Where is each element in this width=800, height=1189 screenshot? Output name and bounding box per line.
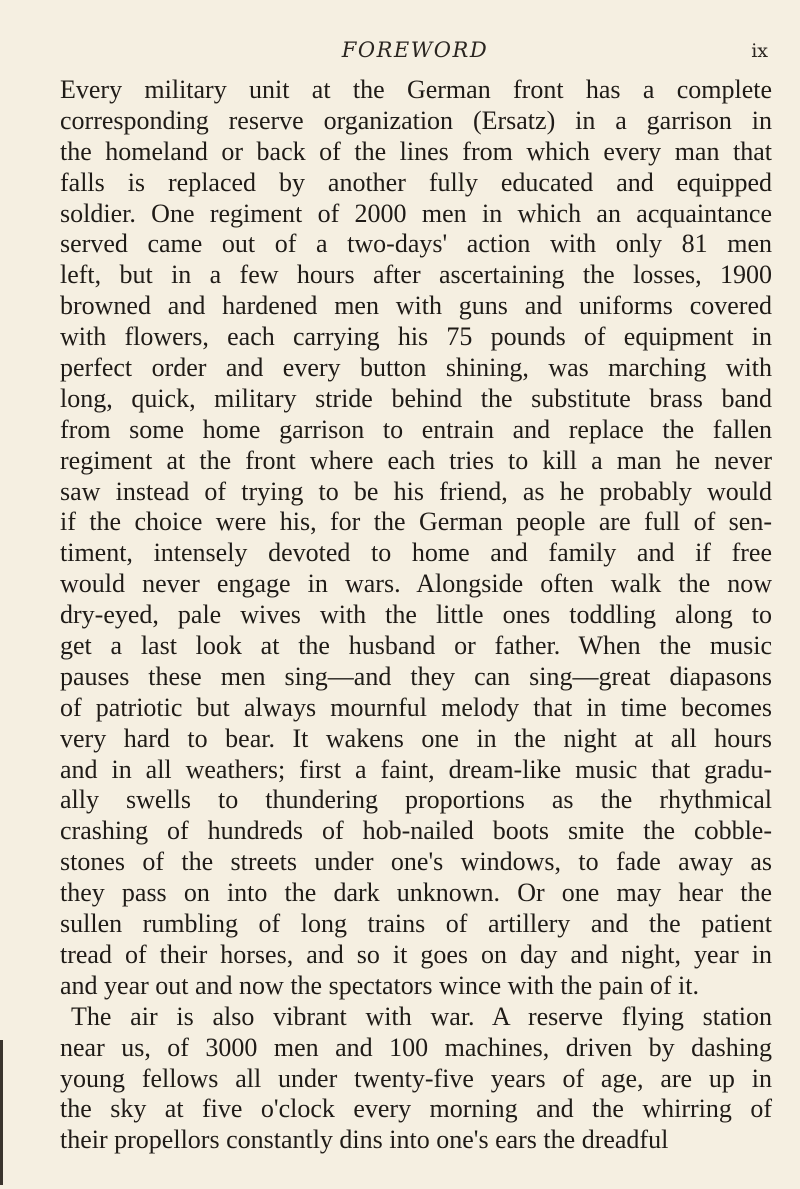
text-line: if the choice were his, for the German people are full of sen- (60, 507, 772, 537)
text-line: stones of the streets under one's windows, to fade away as (60, 847, 772, 877)
paragraph-2 (60, 1002, 772, 1156)
running-header (60, 38, 770, 68)
text-line: browned and hardened men with guns and uniforms covered (60, 291, 772, 321)
text-line: near us, of 3000 men and 100 machines, driven by dashing (60, 1032, 772, 1062)
text-line: served came out of a two-days' action with only 81 men (60, 229, 772, 259)
text-line: the homeland or back of the lines from which every man that (60, 136, 772, 166)
text-line: The air is also vibrant with war. A reserve flying station (71, 1001, 772, 1031)
text-line: corresponding reserve organization (Ersatz) in a garrison in (60, 105, 772, 135)
text-line: and in all weathers; first a faint, dream-like music that gradu- (60, 754, 772, 784)
text-line: they pass on into the dark unknown. Or one may hear the (60, 878, 772, 908)
text-line: soldier. One regiment of 2000 men in which an acquaintance (60, 198, 772, 228)
page-edge-shadow (0, 1040, 3, 1185)
text-line: crashing of hundreds of hob-nailed boots smite the cobble- (60, 816, 772, 846)
text-line: left, but in a few hours after ascertaining the losses, 1900 (60, 260, 772, 290)
text-line: of patriotic but always mournful melody that in time becomes (60, 692, 772, 722)
text-line: timent, intensely devoted to home and family and if free (60, 538, 772, 568)
text-line: falls is replaced by another fully educated and equipped (60, 167, 772, 197)
text-line: from some home garrison to entrain and replace the fallen (60, 414, 772, 444)
text-line: the sky at five o'clock every morning and the whirring of (60, 1094, 772, 1124)
text-line: and year out and now the spectators wince with the pain of it. (60, 970, 699, 1000)
running-title: FOREWORD (341, 38, 489, 62)
text-line: perfect order and every button shining, was marching with (60, 353, 772, 383)
text-line: would never engage in wars. Alongside often walk the now (60, 569, 772, 599)
text-line: pauses these men sing—and they can sing—great diapasons (60, 661, 772, 691)
text-line: their propellors constantly dins into one's ears the dreadful (60, 1125, 669, 1155)
text-line: dry-eyed, pale wives with the little ones toddling along to (60, 600, 772, 630)
text-line: sullen rumbling of long trains of artillery and the patient (60, 909, 772, 939)
text-line: ally swells to thundering proportions as the rhythmical (60, 785, 772, 815)
text-line: young fellows all under twenty-five years of age, are up in (60, 1063, 772, 1093)
paragraph-1 (60, 75, 772, 1002)
text-line: tread of their horses, and so it goes on day and night, year in (60, 939, 772, 969)
page-number: ix (751, 40, 768, 62)
text-line: get a last look at the husband or father. When the music (60, 631, 772, 661)
text-line: with flowers, each carrying his 75 pounds of equipment in (60, 322, 772, 352)
text-line: regiment at the front where each tries to kill a man he never (60, 445, 772, 475)
body-text (60, 75, 772, 1156)
text-line: very hard to bear. It wakens one in the night at all hours (60, 723, 772, 753)
text-line: Every military unit at the German front has a complete (60, 75, 772, 104)
text-line: long, quick, military stride behind the substitute brass band (60, 383, 772, 413)
text-line: saw instead of trying to be his friend, as he probably would (60, 476, 772, 506)
